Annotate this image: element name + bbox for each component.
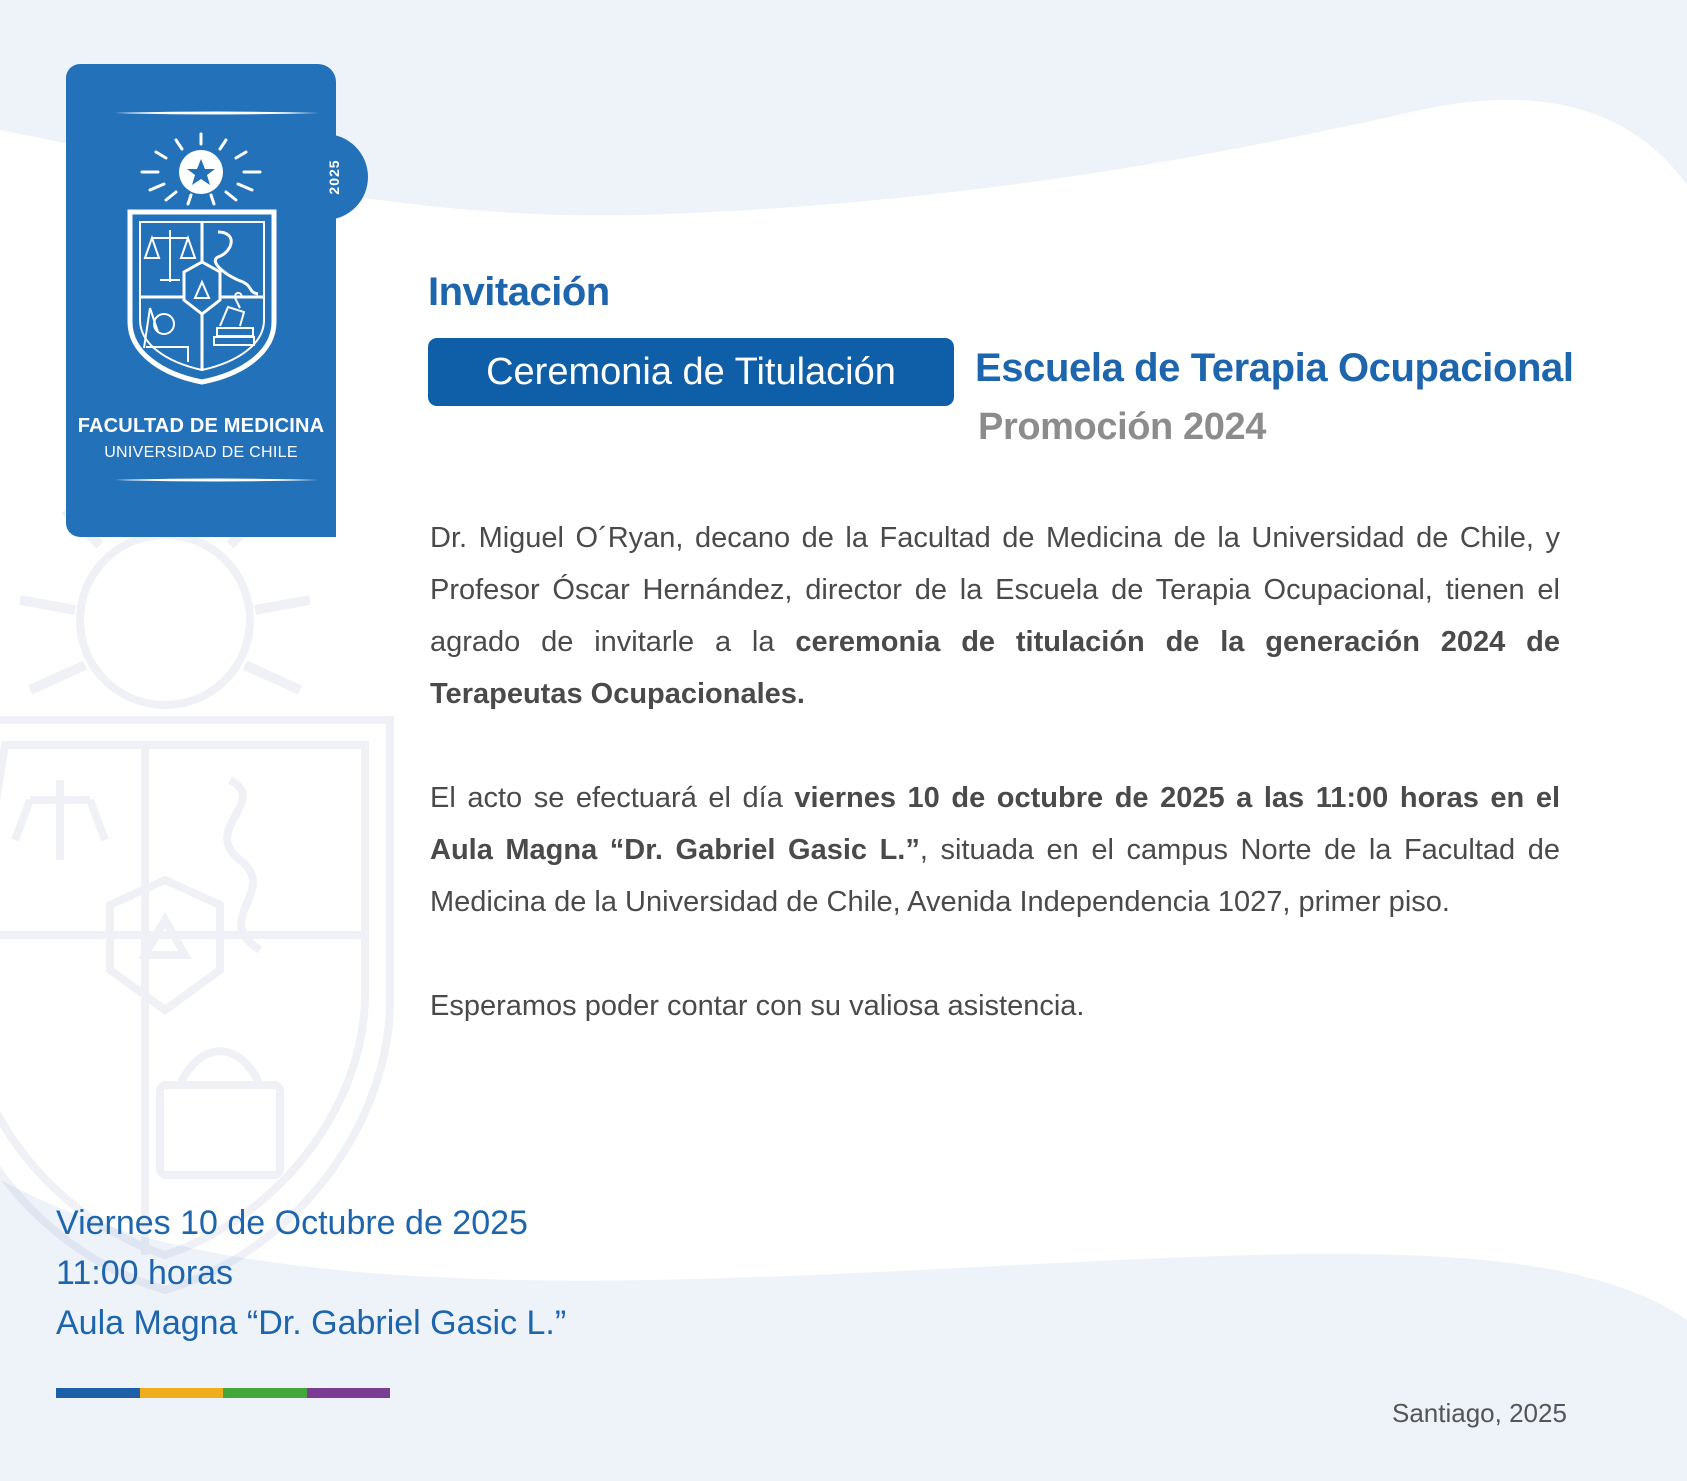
- event-title: Ceremonia de Titulación: [486, 351, 896, 393]
- body-highlight-2: viernes 10 de octubre de 2025 a las 11:00 horas en el Aula Magna “Dr. Gabriel Gasic L.”: [430, 782, 1561, 866]
- badge-divider-top: [115, 111, 319, 115]
- body-highlight-1: ceremonia de titulación de la generación 2024 de Terapeutas Ocupacionales.: [430, 626, 1560, 710]
- event-date: Viernes 10 de Octubre de 2025: [56, 1204, 528, 1242]
- event-details: [56, 1198, 566, 1348]
- place-year: Santiago, 2025: [1392, 1398, 1567, 1428]
- body-paragraph-2: El acto se efectuará el día viernes 10 de octubre de 2025 a las 11:00 horas en el Aula Magna “Dr. Gabriel Gasic L.”, situada en el campus Norte de la Facultad de Medicina de la Universidad de Chile, Avenida Independencia 1027, primer piso.: [430, 782, 1561, 918]
- stripe-purple: [307, 1388, 391, 1398]
- invitation-body: [430, 512, 1560, 1084]
- university-name: UNIVERSIDAD DE CHILE: [104, 444, 298, 461]
- event-time: 11:00 horas: [56, 1254, 234, 1292]
- body-paragraph-3: Esperamos poder contar con su valiosa asistencia.: [430, 990, 1085, 1022]
- event-title-pill: [428, 338, 954, 406]
- color-stripe: [56, 1388, 390, 1398]
- event-venue: Aula Magna “Dr. Gabriel Gasic L.”: [56, 1304, 567, 1342]
- cohort-label: Promoción 2024: [978, 406, 1266, 448]
- university-crest-icon: [118, 132, 308, 402]
- badge-year: 2025: [326, 159, 342, 195]
- stripe-blue: [56, 1388, 140, 1398]
- faculty-name: FACULTAD DE MEDICINA: [77, 415, 325, 437]
- stripe-green: [223, 1388, 307, 1398]
- invitation-label: Invitación: [428, 270, 610, 314]
- school-name: Escuela de Terapia Ocupacional: [975, 346, 1574, 390]
- stripe-yellow: [140, 1388, 224, 1398]
- sunburst-icon: [142, 134, 260, 204]
- body-paragraph-1: Dr. Miguel O´Ryan, decano de la Facultad de Medicina de la Universidad de Chile, y Profesor Óscar Hernández, director de la Escuela de Terapia Ocupacional, tienen el agrado de invitarle a la ceremonia de titulación de la generación 2024 de Terapeutas Ocupacionales.: [430, 522, 1560, 710]
- badge-divider-bottom: [115, 478, 319, 482]
